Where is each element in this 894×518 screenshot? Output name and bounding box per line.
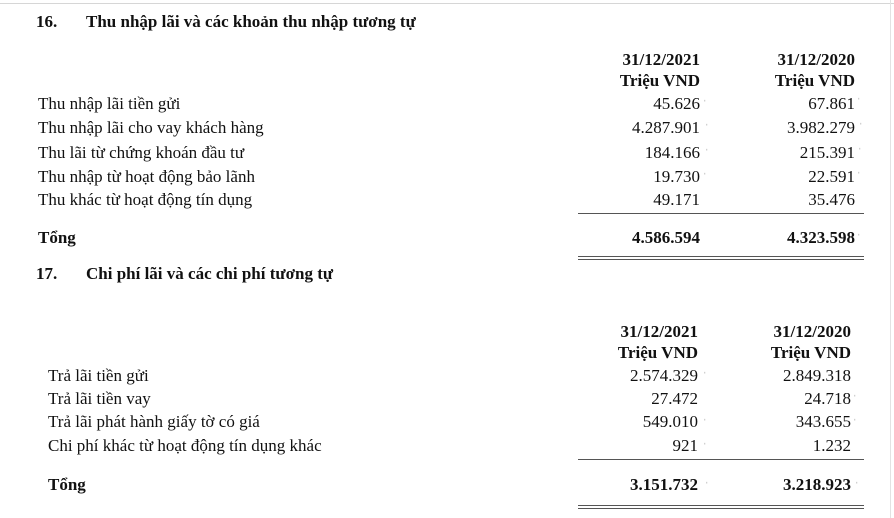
section-17-heading (36, 264, 333, 284)
row-value-2021: 2.574.329 (630, 366, 698, 385)
row-label: Thu lãi từ chứng khoán đầu tư (38, 143, 245, 162)
row-label: Thu khác từ hoạt động tín dụng (38, 190, 253, 209)
total-double-rule (578, 256, 864, 260)
subtotal-rule (578, 459, 864, 460)
page-top-border (0, 3, 894, 4)
row-value-2020: 1.232 (812, 436, 851, 455)
row-label: Thu nhập lãi tiền gửi (38, 94, 181, 113)
section-17-number: 17. (36, 264, 58, 283)
total-double-rule (578, 505, 864, 509)
check-mark-icon: ˈ (857, 170, 861, 182)
total-label: Tổng (48, 475, 86, 494)
check-mark-icon: ˈ (853, 417, 857, 429)
col-2021-date: 31/12/2021 (620, 322, 698, 341)
check-mark-icon: ˈ (859, 121, 863, 133)
row-value-2020: 24.718 (804, 389, 851, 408)
row-value-2021: 49.171 (653, 190, 700, 209)
section-16-number: 16. (36, 12, 58, 31)
row-value-2021: 184.166 (644, 143, 700, 162)
section-17-col-2021-header (618, 321, 698, 363)
row-value-2020: 22.591 (808, 167, 855, 186)
row-label: Trả lãi phát hành giấy tờ có giá (48, 412, 260, 431)
check-mark-icon: ˈ (705, 122, 709, 134)
row-label: Thu nhập lãi cho vay khách hàng (38, 118, 264, 137)
section-16-col-2020-header (775, 49, 855, 91)
section-16-title: Thu nhập lãi và các khoản thu nhập tương tự (86, 12, 416, 31)
total-value-2021: 3.151.732 (630, 475, 698, 494)
col-2020-unit: Triệu VND (770, 343, 851, 362)
check-mark-icon: ˈ (855, 480, 859, 492)
col-2021-unit: Triệu VND (619, 71, 700, 90)
total-label: Tổng (38, 228, 76, 247)
col-2020-unit: Triệu VND (774, 71, 855, 90)
check-mark-icon: ˈ (703, 417, 707, 429)
check-mark-icon: ˈ (705, 147, 709, 159)
row-label: Trả lãi tiền gửi (48, 366, 149, 385)
row-value-2021: 45.626 (653, 94, 700, 113)
check-mark-icon: ˈ (705, 480, 709, 492)
check-mark-icon: ˈ (857, 96, 861, 108)
row-value-2021: 27.472 (651, 389, 698, 408)
subtotal-rule (578, 213, 864, 214)
row-label: Chi phí khác từ hoạt động tín dụng khác (48, 436, 322, 455)
row-value-2021: 921 (672, 436, 698, 455)
section-16-col-2021-header (620, 49, 700, 91)
row-label: Trả lãi tiền vay (48, 389, 151, 408)
check-mark-icon: ˈ (703, 171, 707, 183)
check-mark-icon: ˈ (703, 370, 707, 382)
row-label: Thu nhập từ hoạt động bảo lãnh (38, 167, 255, 186)
section-16-heading (36, 12, 416, 32)
check-mark-icon: ˈ (703, 98, 707, 110)
row-value-2021: 19.730 (653, 167, 700, 186)
total-value-2020: 3.218.923 (783, 475, 851, 494)
row-value-2020: 67.861 (808, 94, 855, 113)
col-2021-unit: Triệu VND (617, 343, 698, 362)
row-value-2021: 549.010 (642, 412, 698, 431)
page-right-border (890, 0, 891, 518)
row-value-2020: 3.982.279 (787, 118, 855, 137)
total-value-2021: 4.586.594 (632, 228, 700, 247)
section-17-title: Chi phí lãi và các chi phí tương tự (86, 264, 334, 283)
row-value-2020: 343.655 (795, 412, 851, 431)
total-value-2020: 4.323.598 (787, 228, 855, 247)
check-mark-icon: ˈ (857, 232, 861, 244)
check-mark-icon: ˈ (853, 393, 857, 405)
row-value-2021: 4.287.901 (632, 118, 700, 137)
row-value-2020: 215.391 (799, 143, 855, 162)
col-2021-date: 31/12/2021 (622, 50, 700, 69)
col-2020-date: 31/12/2020 (777, 50, 855, 69)
row-value-2020: 35.476 (808, 190, 855, 209)
row-value-2020: 2.849.318 (783, 366, 851, 385)
check-mark-icon: ˈ (703, 441, 707, 453)
check-mark-icon: ˈ (858, 146, 862, 158)
section-17-col-2020-header (771, 321, 851, 363)
col-2020-date: 31/12/2020 (773, 322, 851, 341)
